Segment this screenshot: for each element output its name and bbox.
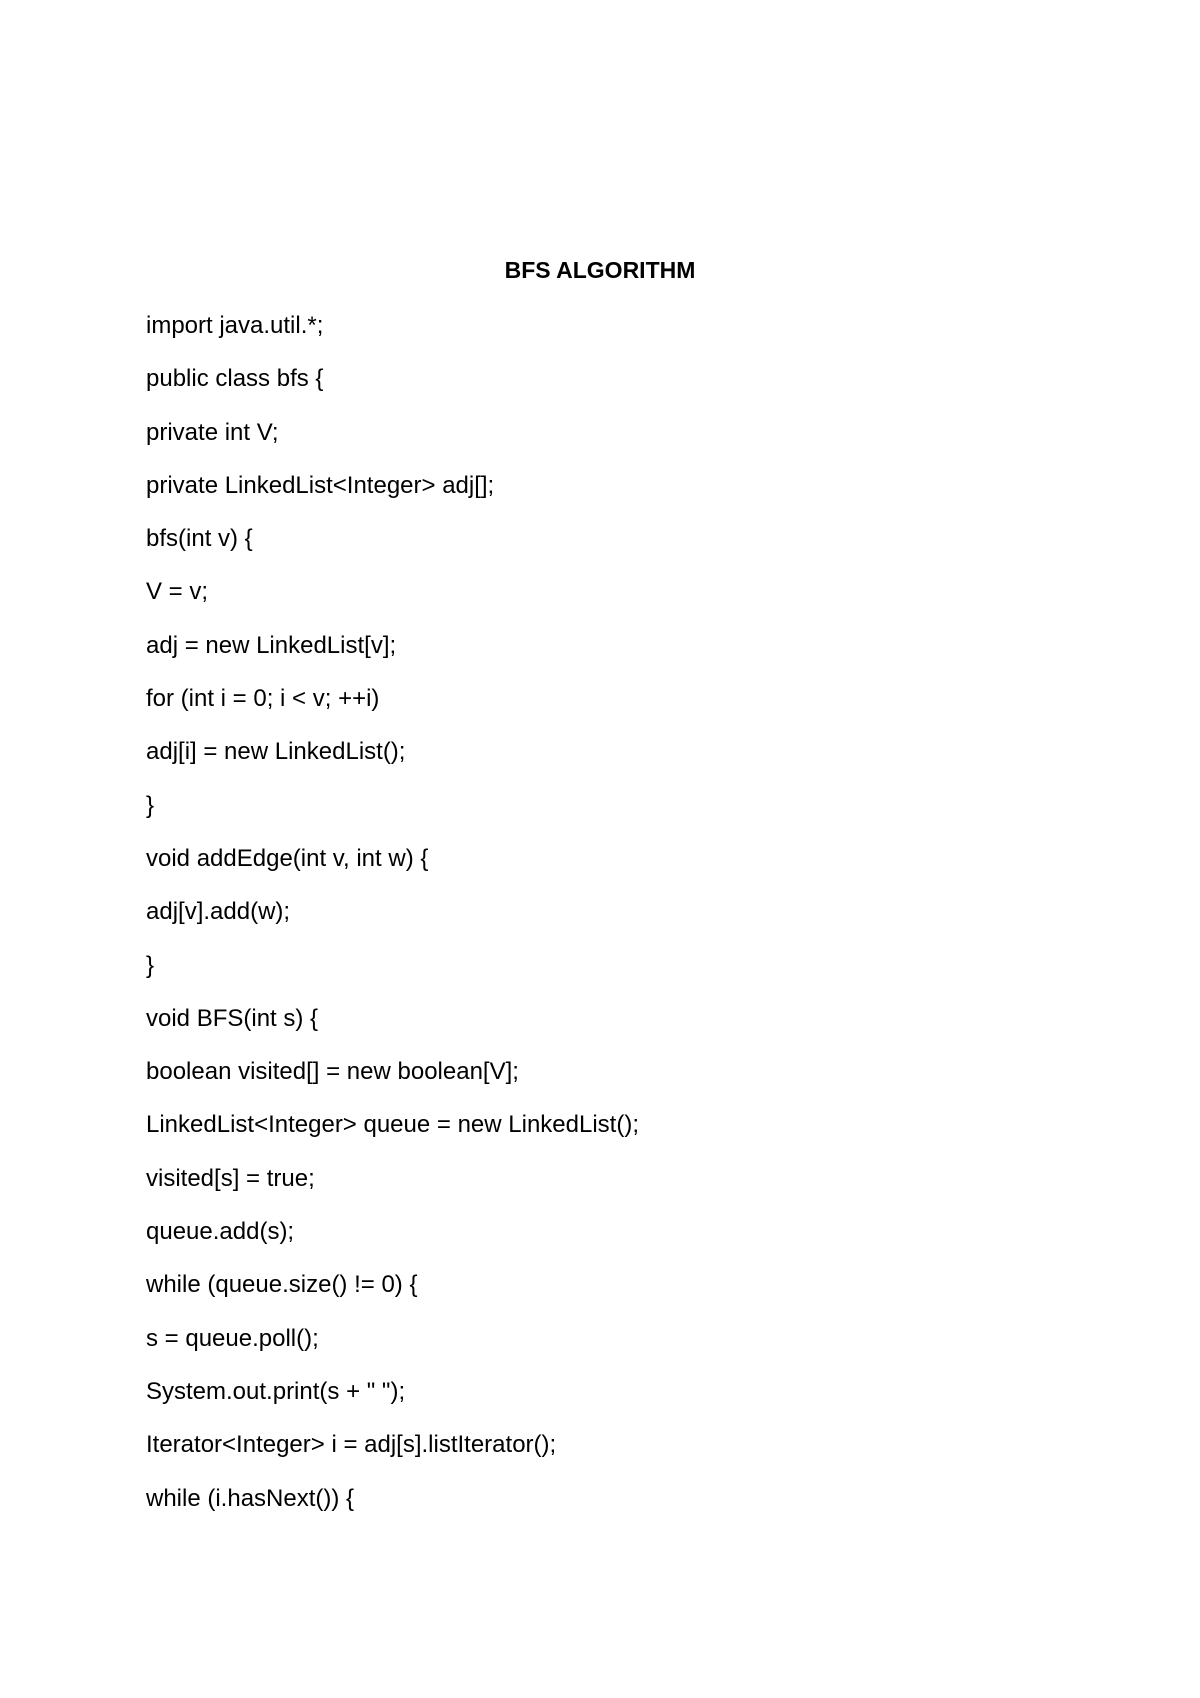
code-line: Iterator<Integer> i = adj[s].listIterator(); — [146, 1431, 557, 1459]
code-line: adj[v].add(w); — [146, 898, 291, 926]
code-line: private int V; — [146, 418, 279, 446]
code-line: adj[i] = new LinkedList(); — [146, 738, 406, 766]
code-line: void BFS(int s) { — [146, 1004, 319, 1032]
page-title: BFS ALGORITHM — [504, 257, 696, 283]
code-line: V = v; — [146, 578, 209, 606]
code-line: LinkedList<Integer> queue = new LinkedList(); — [146, 1111, 639, 1139]
code-line: queue.add(s); — [146, 1218, 295, 1246]
code-line: import java.util.*; — [146, 312, 324, 339]
code-line: for (int i = 0; i < v; ++i) — [146, 685, 380, 713]
code-line: s = queue.poll(); — [146, 1324, 319, 1352]
code-line: while (queue.size() != 0) { — [146, 1271, 418, 1299]
code-line: } — [146, 951, 155, 979]
code-line: System.out.print(s + " "); — [146, 1377, 406, 1405]
code-listing — [146, 311, 639, 1537]
code-line: void addEdge(int v, int w) { — [146, 844, 429, 872]
code-line: private LinkedList<Integer> adj[]; — [146, 471, 495, 499]
code-line: visited[s] = true; — [146, 1164, 315, 1192]
code-line: adj = new LinkedList[v]; — [146, 631, 397, 659]
code-line: public class bfs { — [146, 365, 324, 393]
code-line: } — [146, 791, 155, 819]
code-line: boolean visited[] = new boolean[V]; — [146, 1058, 519, 1086]
code-line: while (i.hasNext()) { — [146, 1484, 355, 1512]
code-line: bfs(int v) { — [146, 525, 253, 553]
